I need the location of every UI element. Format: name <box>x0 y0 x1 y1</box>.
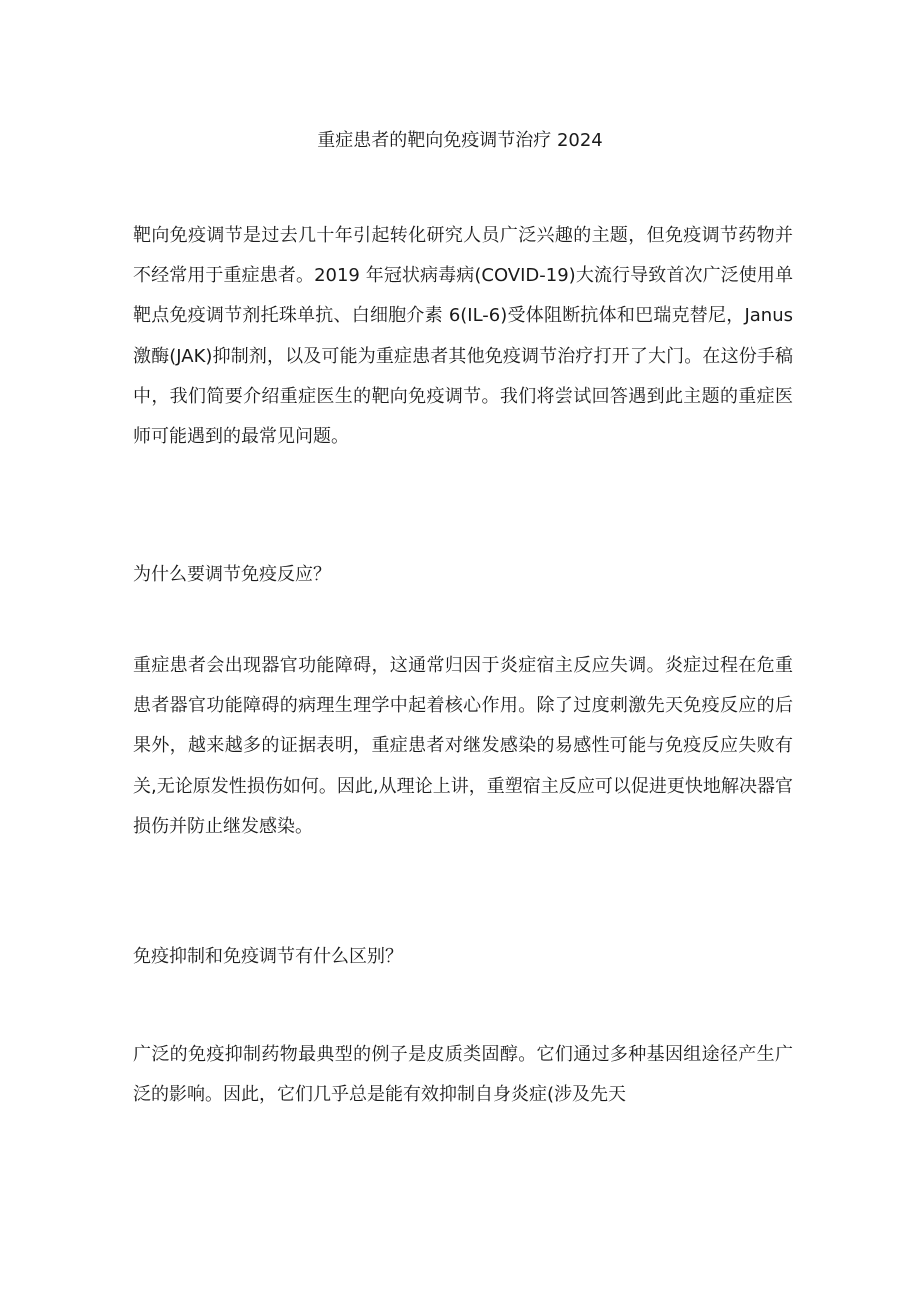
intro-paragraph: 靶向免疫调节是过去几十年引起转化研究人员广泛兴趣的主题，但免疫调节药物并不经常用于重症患者。2019 年冠状病毒病(COVID-19)大流行导致首次广泛使用单靶点免疫调节剂托珠单抗、白细胞介素 6(IL-6)受体阻断抗体和巴瑞克替尼，Janus 激酶(JAK)抑制剂，以及可能为重症患者其他免疫调节治疗打开了大门。在这份手稿中，我们简要介绍重症医生的靶向免疫调节。我们将尝试回答遇到此主题的重症医师可能遇到的最常见问题。 <box>133 225 793 448</box>
section-body-why-modulate: 重症患者会出现器官功能障碍，这通常归因于炎症宿主反应失调。炎症过程在危重患者器官功能障碍的病理生理学中起着核心作用。除了过度刺激先天免疫反应的后果外，越来越多的证据表明，重症患者对继发感染的易感性可能与免疫反应失败有关,无论原发性损伤如何。因此,从理论上讲，重塑宿主反应可以促进更快地解决器官损伤并防止继发感染。 <box>133 655 793 837</box>
section-heading-difference: 免疫抑制和免疫调节有什么区别？ <box>133 946 403 967</box>
section-body-difference: 广泛的免疫抑制药物最典型的例子是皮质类固醇。它们通过多种基因组途径产生广泛的影响。因此，它们几乎总是能有效抑制自身炎症(涉及先天 <box>133 1044 793 1106</box>
document-title: 重症患者的靶向免疫调节治疗 2024 <box>317 130 603 151</box>
section-heading-why-modulate: 为什么要调节免疫反应？ <box>133 564 331 585</box>
